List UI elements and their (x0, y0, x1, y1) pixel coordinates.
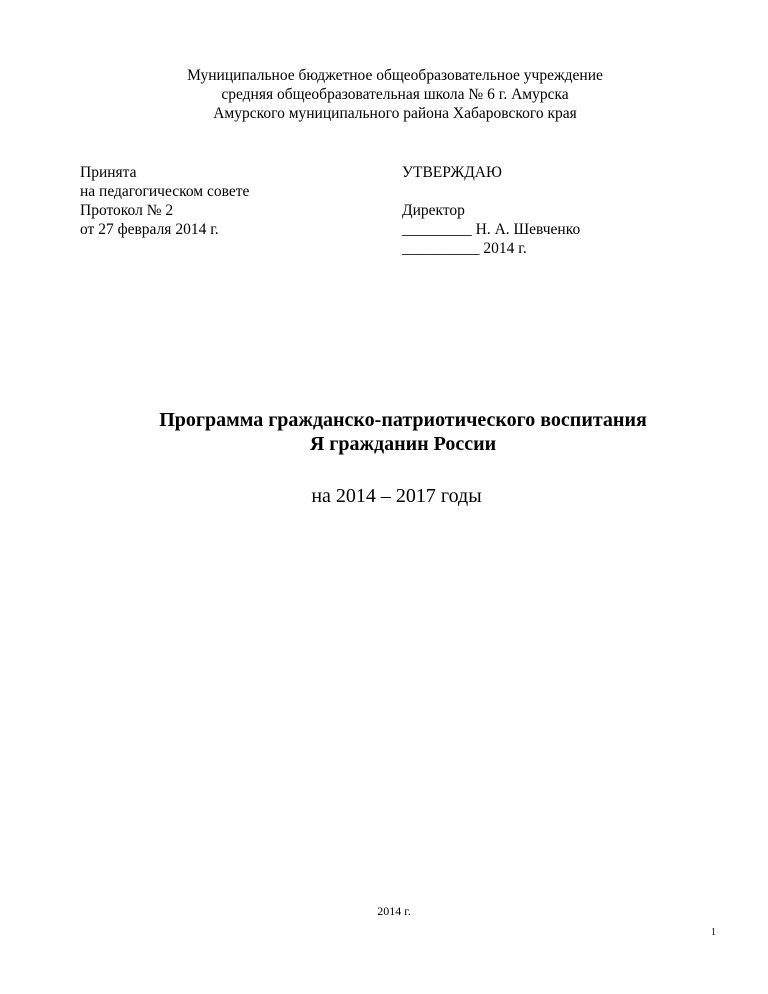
program-title (0, 408, 768, 456)
approve-signature-line: _________ Н. А. Шевченко (402, 221, 581, 238)
accepted-protocol: Протокол № 2 (80, 202, 174, 219)
approve-position: Директор (402, 202, 465, 219)
institution-line-1: Муниципальное бюджетное общеобразовательное учреждение (187, 67, 603, 84)
approve-label: УТВЕРЖДАЮ (402, 164, 502, 181)
accepted-date: от 27 февраля 2014 г. (80, 221, 219, 238)
program-period: на 2014 – 2017 годы (311, 485, 482, 507)
page-number: 1 (711, 927, 716, 938)
approve-block (402, 163, 580, 258)
accepted-council: на педагогическом совете (80, 183, 250, 200)
approve-spacer (402, 182, 580, 201)
program-title-line-2: Я гражданин России (309, 433, 497, 455)
program-title-line-1: Программа гражданско-патриотического воспитания (159, 409, 647, 431)
document-year: 2014 г. (377, 904, 411, 918)
institution-header (0, 66, 768, 123)
accepted-label: Принята (80, 164, 137, 181)
institution-line-2: средняя общеобразовательная школа № 6 г. Амурска (221, 86, 569, 103)
accepted-block (80, 163, 249, 239)
approve-date-line: __________ 2014 г. (402, 240, 527, 257)
institution-line-3: Амурского муниципального района Хабаровского края (213, 105, 577, 122)
